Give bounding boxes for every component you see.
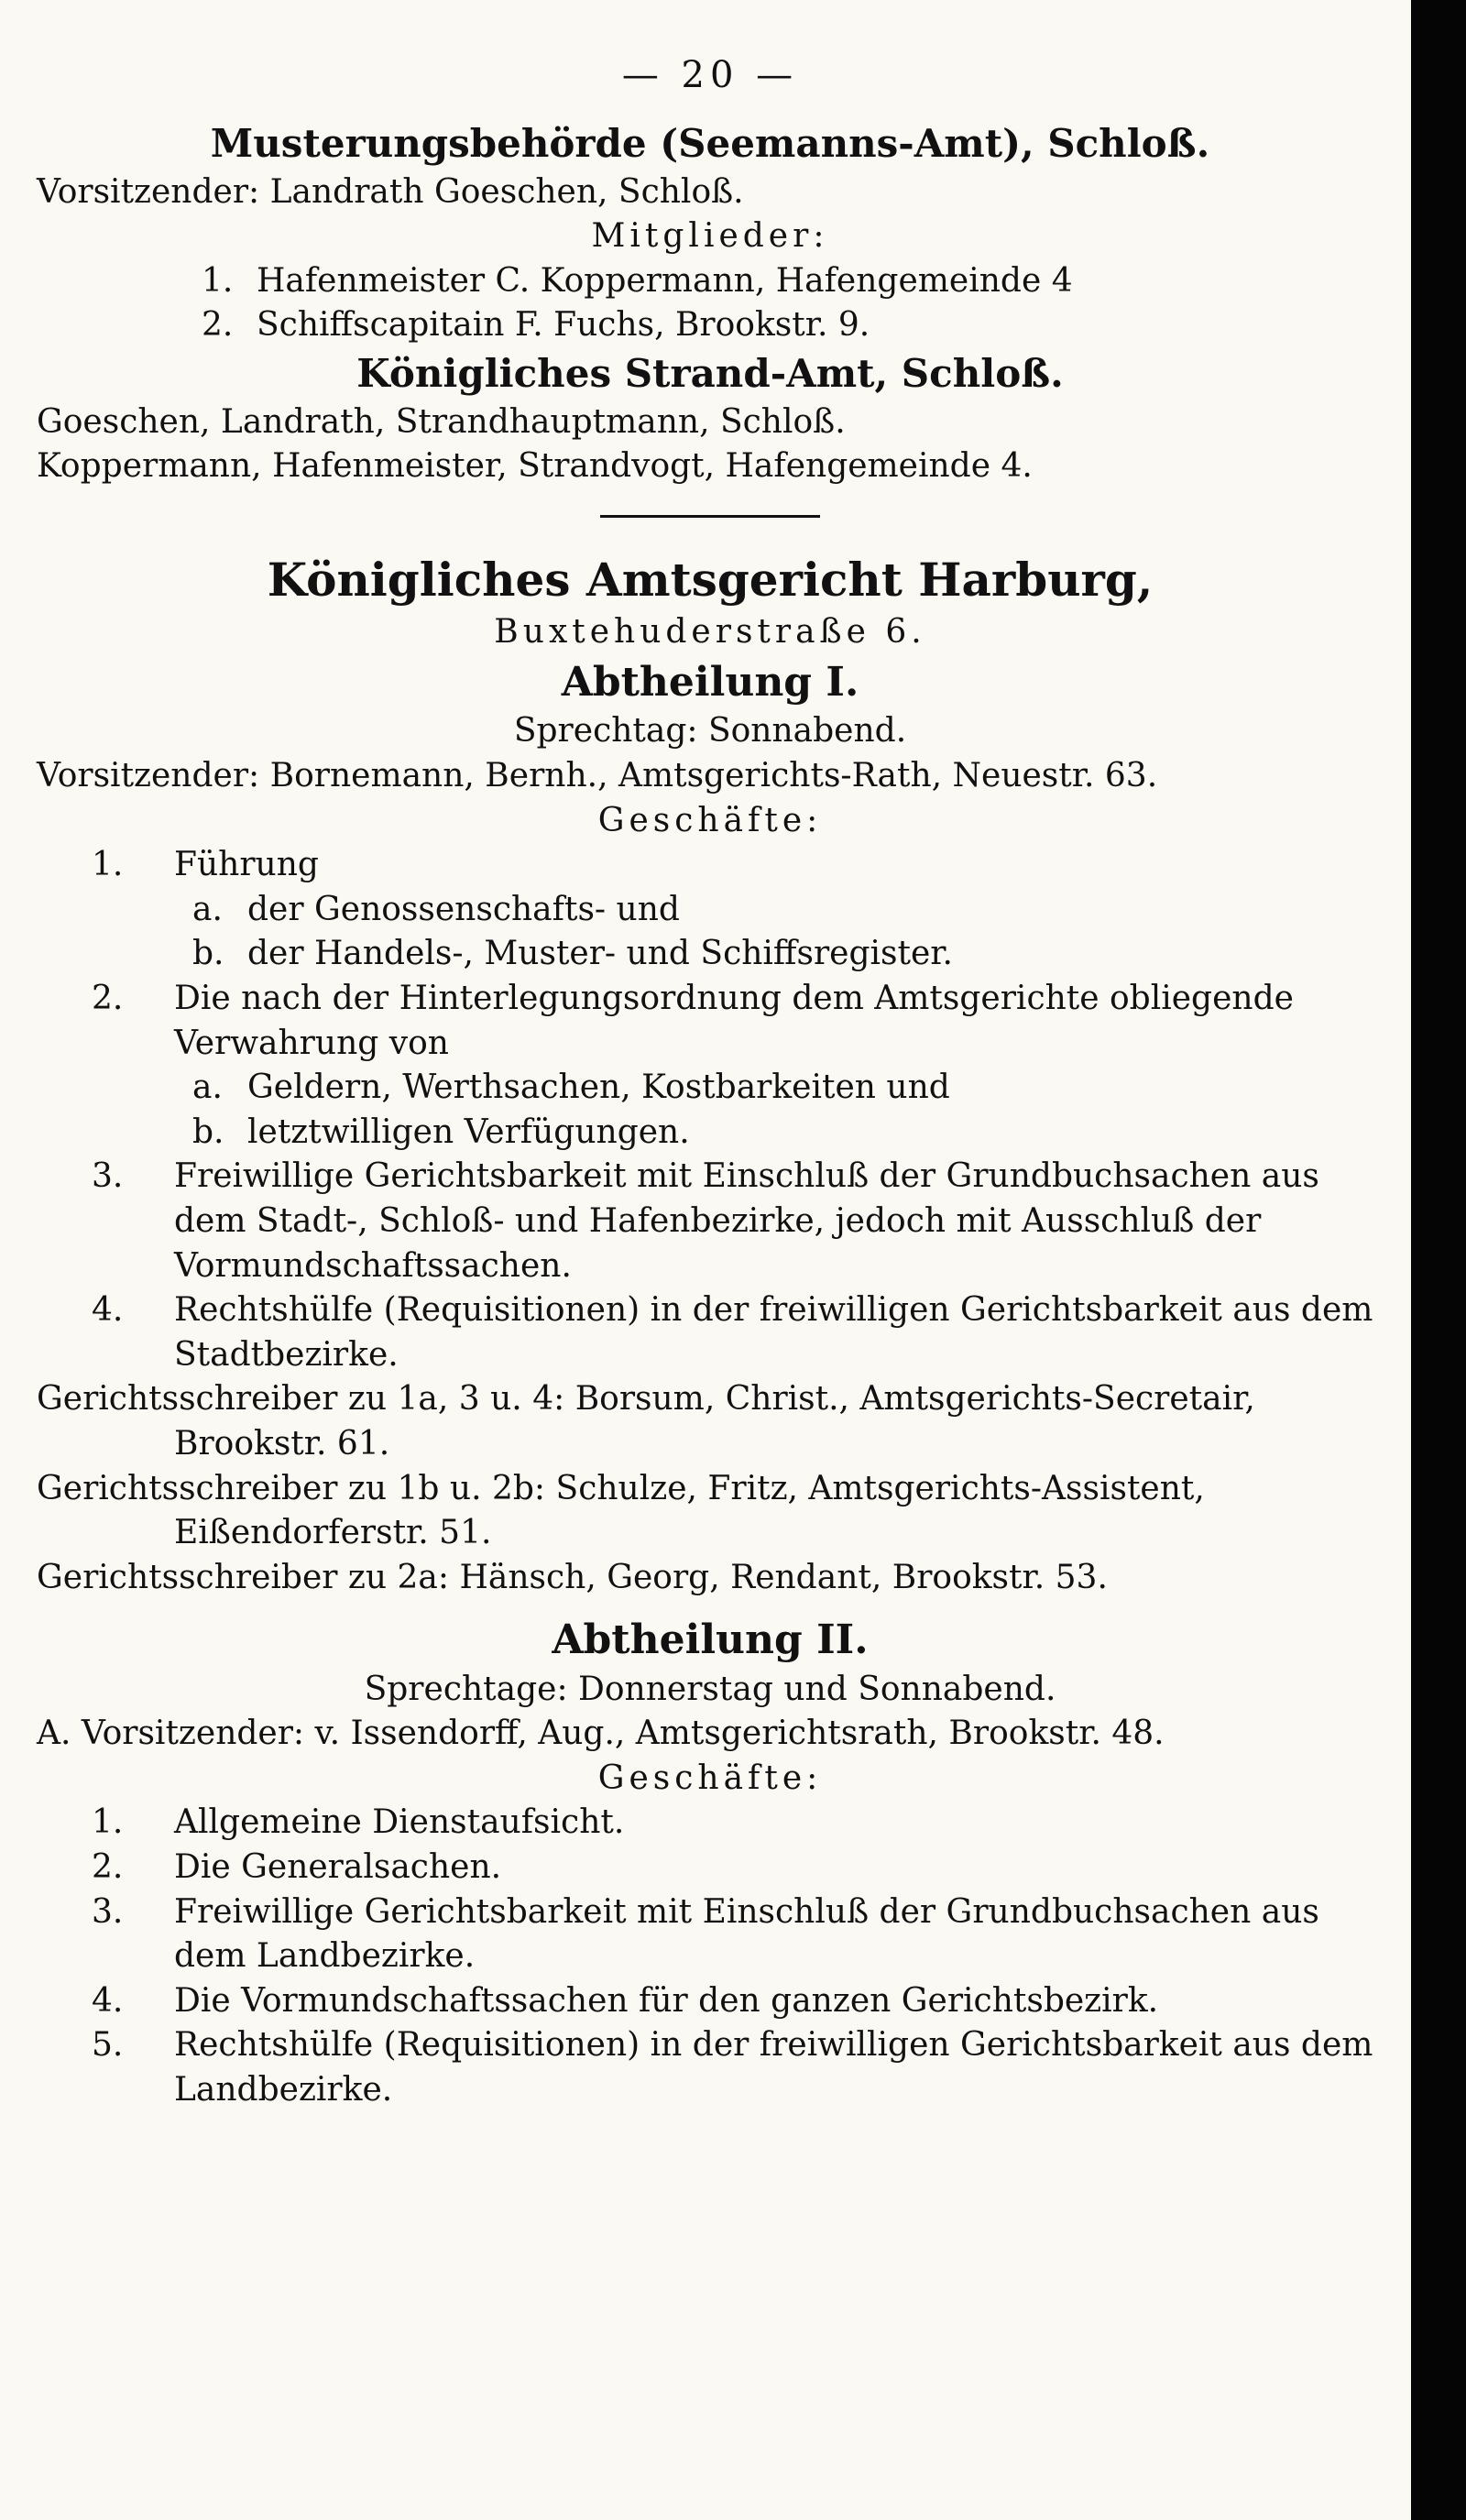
- page-number: — 20 —: [621, 54, 799, 96]
- amtsgericht-heading: Königliches Amtsgericht Harburg,: [267, 552, 1154, 607]
- abt1-subitem: b. letztwilligen Verfügungen.: [192, 1112, 690, 1151]
- strandamt-heading: Königliches Strand-Amt, Schloß.: [356, 351, 1064, 397]
- page-edge-shadow: [1411, 0, 1466, 2520]
- strandamt-line: Koppermann, Hafenmeister, Strandvogt, Hafengemeinde 4.: [37, 447, 1033, 486]
- abt1-subitem: a. der Genossenschafts- und: [192, 890, 680, 928]
- member-item: 2. Schiffscapitain F. Fuchs, Brookstr. 9.: [202, 306, 870, 345]
- section-divider: [600, 515, 820, 518]
- abt1-subitem: b. der Handels-, Muster- und Schiffsregister.: [192, 935, 953, 973]
- abt1-item: 1. Führung: [92, 846, 319, 884]
- musterung-heading: Musterungsbehörde (Seemanns-Amt), Schloß.: [210, 121, 1210, 166]
- member-item: 1. Hafenmeister C. Koppermann, Hafengemeinde 4: [202, 261, 1073, 300]
- abt2-item: 1. Allgemeine Dienstaufsicht.: [92, 1803, 625, 1842]
- abt1-item: 3. Freiwillige Gerichtsbarkeit mit Einschluß der Grundbuchsachen aus dem Stadt-, Schloß- und Hafenbezirke, jedoch mit Ausschluß der Vormundschaftssachen.: [92, 1157, 1319, 1285]
- clerk-entry: Gerichtsschreiber zu 1a, 3 u. 4: Borsum, Christ., Amtsgerichts-Secretair, Brookstr. 61.: [37, 1380, 1255, 1463]
- abt1-item: 2. Die nach der Hinterlegungsordnung dem Amtsgerichte obliegende Verwahrung von: [92, 979, 1294, 1062]
- abt1-chair: Vorsitzender: Bornemann, Bernh., Amtsgerichts-Rath, Neuestr. 63.: [37, 757, 1158, 795]
- abt2-heading: Abtheilung II.: [552, 1616, 869, 1664]
- abt1-sprechtag: Sprechtag: Sonnabend.: [513, 712, 907, 751]
- musterung-chair: Vorsitzender: Landrath Goeschen, Schloß.: [37, 172, 744, 211]
- abt2-sprechtage: Sprechtage: Donnerstag und Sonnabend.: [364, 1670, 1056, 1708]
- strandamt-line: Goeschen, Landrath, Strandhauptmann, Schloß.: [37, 402, 846, 441]
- abt1-item: 4. Rechtshülfe (Requisitionen) in der freiwilligen Gerichtsbarkeit aus dem Stadtbezirke.: [92, 1291, 1373, 1374]
- abt2-geschaefte-label: Geschäfte:: [597, 1759, 823, 1797]
- clerk-entry: Gerichtsschreiber zu 1b u. 2b: Schulze, Fritz, Amtsgerichts-Assistent, Eißendorferstr. 51.: [37, 1469, 1205, 1552]
- abt2-item: 5. Rechtshülfe (Requisitionen) in der freiwilligen Gerichtsbarkeit aus dem Landbezirke.: [92, 2026, 1373, 2109]
- abt1-heading: Abtheilung I.: [561, 659, 859, 707]
- abt2-item: 2. Die Generalsachen.: [92, 1848, 502, 1887]
- members-label: Mitglieder:: [591, 217, 829, 256]
- abt2-item: 3. Freiwillige Gerichtsbarkeit mit Einschluß der Grundbuchsachen aus dem Landbezirke.: [92, 1892, 1319, 1976]
- abt2-item: 4. Die Vormundschaftssachen für den ganzen Gerichtsbezirk.: [92, 1981, 1159, 2020]
- amtsgericht-address: Buxtehuderstraße 6.: [494, 613, 926, 652]
- abt1-geschaefte-label: Geschäfte:: [597, 801, 823, 839]
- page-content: [37, 50, 1384, 2113]
- abt2-chair: A. Vorsitzender: v. Issendorff, Aug., Amtsgerichtsrath, Brookstr. 48.: [37, 1715, 1165, 1753]
- clerk-entry: Gerichtsschreiber zu 2a: Hänsch, Georg, Rendant, Brookstr. 53.: [37, 1558, 1108, 1596]
- abt1-subitem: a. Geldern, Werthsachen, Kostbarkeiten und: [192, 1068, 950, 1107]
